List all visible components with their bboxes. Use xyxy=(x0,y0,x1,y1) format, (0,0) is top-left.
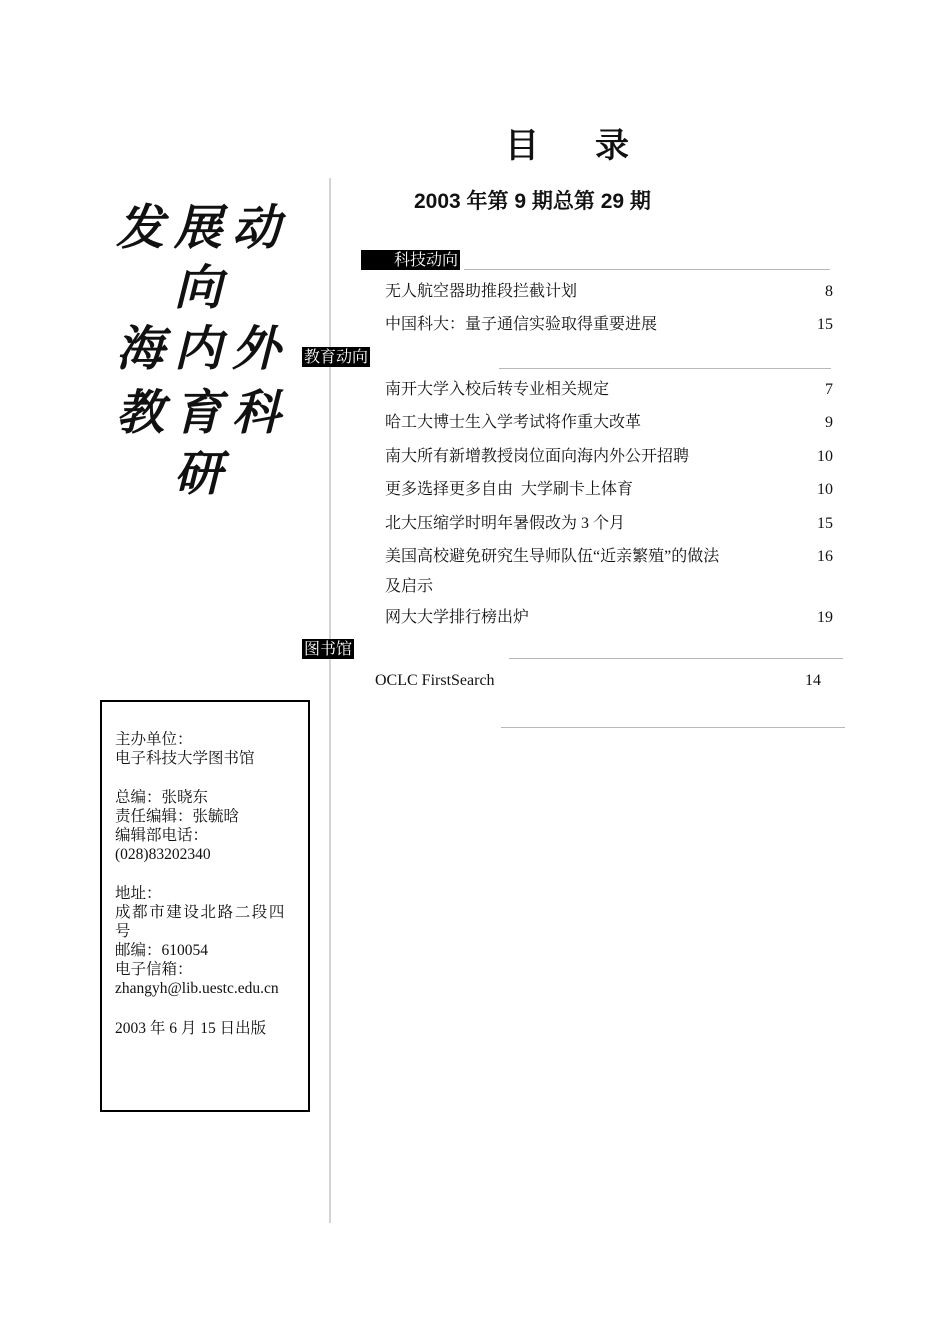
entry-page: 10 xyxy=(817,448,833,465)
entry-page: 8 xyxy=(825,283,833,300)
section-label-library: 图书馆 xyxy=(304,639,353,658)
entry-title: 美国高校避免研究生导师队伍“近亲繁殖”的做法 xyxy=(385,548,720,565)
column-divider xyxy=(329,178,331,1223)
email: zhangyh@lib.uestc.edu.cn xyxy=(115,980,279,997)
masthead-line: 海内外 xyxy=(115,321,290,377)
entry-title: 网大大学排行榜出炉 xyxy=(385,609,530,626)
entry-page: 15 xyxy=(817,316,833,333)
entry-page: 19 xyxy=(817,609,833,626)
publication-info-box xyxy=(100,700,310,1112)
address-line: 成都市建设北路二段四 xyxy=(115,904,287,921)
chief-editor: 总编：张晓东 xyxy=(115,789,209,806)
entry-page: 15 xyxy=(817,515,833,532)
entry-page: 7 xyxy=(825,381,833,398)
section-rule xyxy=(509,658,843,659)
responsible-editor: 责任编辑：张毓晗 xyxy=(115,808,240,825)
masthead-line: 研 xyxy=(173,446,232,502)
address-label: 地址： xyxy=(115,885,162,902)
toc-title: 目录 xyxy=(505,128,685,165)
section-rule xyxy=(499,368,831,369)
postcode: 邮编：610054 xyxy=(115,942,209,959)
address-line: 号 xyxy=(115,923,131,940)
bottom-rule xyxy=(501,727,845,728)
section-label-tech: 科技动向 xyxy=(361,250,460,270)
entry-title: 哈工大博士生入学考试将作重大改革 xyxy=(385,414,642,431)
entry-title: 无人航空器助推段拦截计划 xyxy=(385,283,578,300)
sponsor: 电子科技大学图书馆 xyxy=(115,750,255,767)
entry-title-continued: 及启示 xyxy=(385,578,434,595)
publish-date: 2003 年 6 月 15 日出版 xyxy=(115,1020,267,1037)
issue-line: 2003 年第 9 期总第 29 期 xyxy=(414,190,651,213)
phone: (028)83202340 xyxy=(115,846,211,863)
masthead-line: 发展动 xyxy=(115,200,290,256)
phone-label: 编辑部电话： xyxy=(115,827,209,844)
entry-title: 南开大学入校后转专业相关规定 xyxy=(385,381,610,398)
entry-title: 更多选择更多自由 大学刷卡上体育 xyxy=(385,481,634,498)
sponsor-label: 主办单位： xyxy=(115,731,193,748)
entry-page: 14 xyxy=(805,672,821,689)
entry-page: 16 xyxy=(817,548,833,565)
entry-title: 中国科大：量子通信实验取得重要进展 xyxy=(385,316,658,333)
email-label: 电子信箱： xyxy=(115,961,193,978)
masthead-line: 向 xyxy=(173,260,232,316)
section-rule xyxy=(464,269,830,270)
entry-page: 9 xyxy=(825,414,833,431)
entry-title: OCLC FirstSearch xyxy=(375,672,495,689)
masthead-line: 教育科 xyxy=(115,385,290,441)
entry-title: 南大所有新增教授岗位面向海内外公开招聘 xyxy=(385,448,690,465)
entry-title: 北大压缩学时明年暑假改为 3 个月 xyxy=(385,515,626,532)
section-label-education: 教育动向 xyxy=(304,347,369,366)
entry-page: 10 xyxy=(817,481,833,498)
